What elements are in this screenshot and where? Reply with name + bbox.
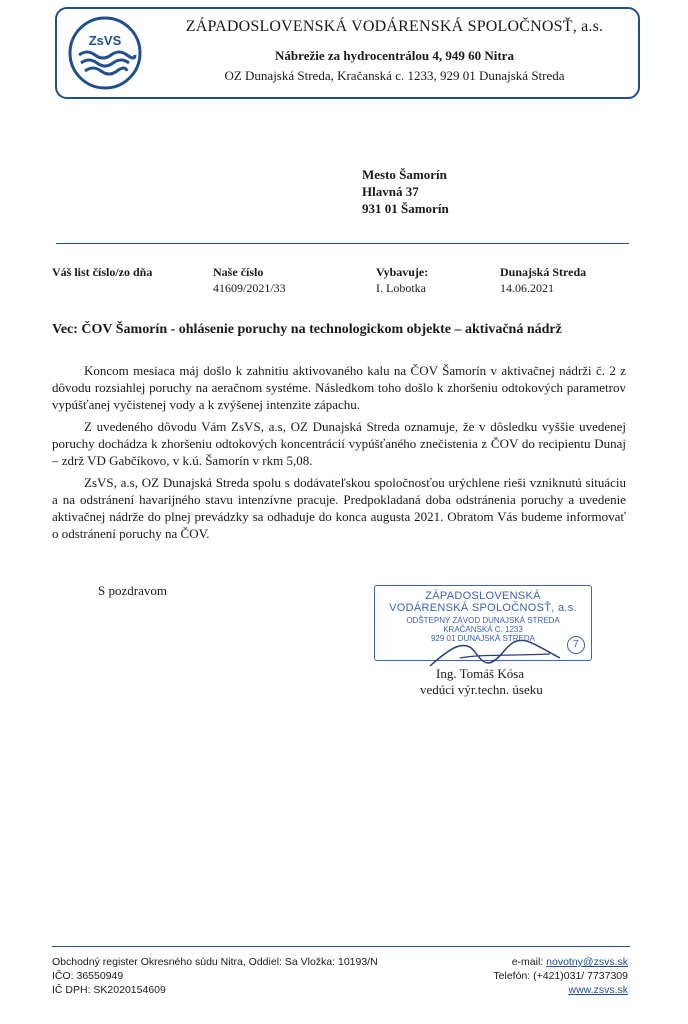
header-divider <box>56 243 629 244</box>
company-address: Nábrežie za hydrocentrálou 4, 949 60 Nitra <box>275 48 514 63</box>
stamp-line-3: ODŠTEPNÝ ZÁVOD DUNAJSKÁ STREDA <box>406 616 560 625</box>
place-label: Dunajská Streda <box>500 265 587 279</box>
body-paragraph-2: Z uvedeného dôvodu Vám ZsVS, a.s, OZ Dunajská Streda oznamuje, že v dôsledku vyššie uvedenej poruchy dochádza k zhoršeniu odtokových koncentrácií vypúšťaného znečistenia z ČOV do recipientu Dunaj – zdrž VD Gabčíkovo, v k.ú. Šamorín v rkm 5,08. <box>52 419 626 468</box>
recipient-line-3: 931 01 Šamorín <box>362 201 449 216</box>
letter-body <box>52 362 626 547</box>
place-date-ref <box>500 264 586 296</box>
letterhead <box>55 7 640 99</box>
handled-by-ref <box>376 264 428 296</box>
footer-divider <box>52 946 630 947</box>
footer-dic: IČ DPH: SK2020154609 <box>52 984 166 996</box>
stamp-number: 7 <box>567 636 585 654</box>
recipient-line-2: Hlavná 37 <box>362 184 419 199</box>
body-paragraph-1: Koncom mesiaca máj došlo k zahnitiu aktivovaného kalu na ČOV Šamorín v aktivačnej nádrži č. 2 z dôvodu rozsiahlej poruchy na aeračnom systéme. Následkom toho došlo k zhoršeniu odtokových parametrov vypúšťanej vyčistenej vody a k zvýšenej intenzite zápachu. <box>52 363 626 412</box>
greeting: S pozdravom <box>98 583 167 598</box>
handled-by-value: I. Lobotka <box>376 281 426 295</box>
stamp-line-2: VODÁRENSKÁ SPOLOČNOSŤ, a.s. <box>389 602 577 614</box>
signer-name: Ing. Tomáš Kósa <box>436 666 525 681</box>
footer-company-info <box>52 955 378 997</box>
stamp-line-4: KRAČANSKÁ C. 1233 <box>443 625 523 634</box>
footer-email-line <box>493 955 628 969</box>
stamp-line-5: 929 01 DUNAJSKÁ STREDA <box>430 634 536 643</box>
signer-role: vedúci výr.techn. úseku <box>420 682 543 697</box>
zsvs-logo-icon <box>67 15 143 91</box>
date-value: 14.06.2021 <box>500 281 554 295</box>
logo-text: ZsVS <box>88 33 122 48</box>
footer-email-link[interactable]: novotny@zsvs.sk <box>546 956 628 968</box>
footer-contact <box>493 955 628 997</box>
our-number-ref <box>213 264 286 296</box>
letter-subject: Vec: ČOV Šamorín - ohlásenie poruchy na technologickom objekte – aktivačná nádrž <box>52 322 562 337</box>
your-letter-ref <box>52 264 152 280</box>
stamp-line-1: ZÁPADOSLOVENSKÁ <box>425 590 541 602</box>
our-number-label: Naše číslo <box>213 265 264 279</box>
footer-web-link[interactable]: www.zsvs.sk <box>568 984 628 996</box>
company-branch: OZ Dunajská Streda, Kračanská c. 1233, 929 01 Dunajská Streda <box>224 68 565 83</box>
recipient-line-1: Mesto Šamorín <box>362 167 447 182</box>
footer-phone: Telefón: (+421)031/ 7737309 <box>493 970 628 982</box>
signer-block <box>420 666 543 698</box>
our-number-value: 41609/2021/33 <box>213 281 286 295</box>
recipient-address <box>362 166 449 217</box>
footer-register: Obchodný register Okresného súdu Nitra, Oddiel: Sa Vložka: 10193/N <box>52 956 378 968</box>
your-letter-label: Váš list číslo/zo dňa <box>52 265 153 279</box>
body-paragraph-3: ZsVS, a.s, OZ Dunajská Streda spolu s dodávateľskou spoločnosťou urýchlene rieši vzniknutú situáciu a na odstránení havarijného stavu intenzívne pracuje. Predpokladaná doba odstránenia poruchy a uvedenie aktivačnej nádrže do plnej prevádzky sa odhaduje do konca augusta 2021. Obratom Vás budeme informovať o odstránení poruchy na ČOV. <box>52 475 626 541</box>
footer-ico: IČO: 36550949 <box>52 970 124 982</box>
company-name: ZÁPADOSLOVENSKÁ VODÁRENSKÁ SPOLOČNOSŤ, a.s. <box>185 18 604 35</box>
footer-email-label: e-mail: <box>511 956 547 968</box>
handled-by-label: Vybavuje: <box>376 265 429 279</box>
